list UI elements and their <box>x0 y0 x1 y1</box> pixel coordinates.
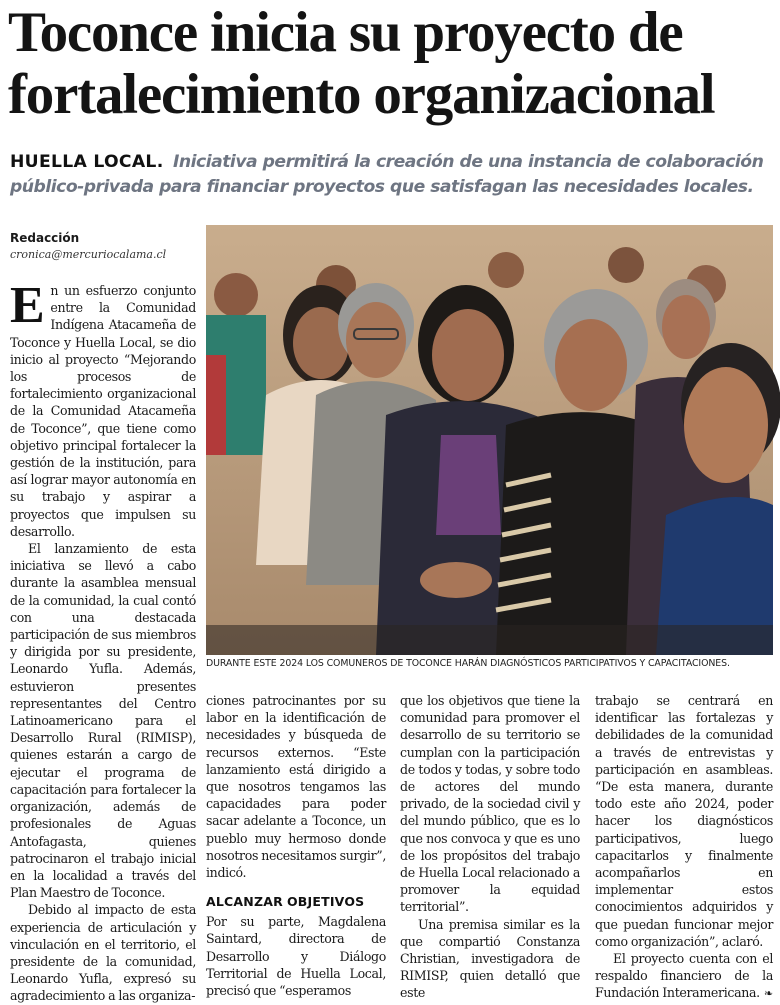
deck-kicker: HUELLA LOCAL. <box>10 152 164 172</box>
article-column-1 <box>10 277 196 1004</box>
photo-caption: DURANTE ESTE 2024 LOS COMUNEROS DE TOCONCE HARÁN DIAGNÓSTICOS PARTICIPATIVOS Y CAPACITACIONES. <box>206 658 730 669</box>
paragraph-1 <box>10 277 196 540</box>
paragraph-3-continued: ciones patrocinantes por su labor en la identificación de necesidades y búsqueda de recursos externos. “Este lanzamiento está dirigido a que nosotros tengamos las capacidades para poder sacar adelante a Toconce, un pueblo muy hermoso donde nosotros necesitamos surgir”, indicó. <box>206 693 386 881</box>
byline-email: cronica@mercuriocalama.cl <box>10 248 167 261</box>
paragraph-5-continued: trabajo se centrará en identificar las fortalezas y debilidades de la comunidad a través de entrevistas y participación en asambleas. “De esta manera, durante todo este año 2024, poder hacer los diagnósticos participativos, luego capacitarlos y finalmente acompañarlos en implementar estos conocimientos adquiridos y que puedan funcionar mejor como organización”, aclaró. <box>595 693 773 949</box>
paragraph-4-continued: que los objetivos que tiene la comunidad para promover el desarrollo de su territorio se cumplan con la participación de todos y todas, y sobre todo de actores del mundo privado, de la sociedad civil y del mundo público, que es lo que nos convoca y que es uno de los propósitos del trabajo de Huella Local relacionado a promover la equidad territorial”. <box>400 693 580 915</box>
subhead: ALCANZAR OBJETIVOS <box>206 894 365 910</box>
paragraph-5-start: Una premisa similar es la que compartió Constanza Christian, investigadora de RIMISP, quien detalló que este <box>400 916 580 1001</box>
article-column-3 <box>400 692 580 1001</box>
deck-text: Iniciativa permitirá la creación de una instancia de colaboración público-privada para financiar proyectos que satisfagan las necesidades locales. <box>10 152 764 197</box>
article-photo <box>206 225 773 655</box>
headline: Toconce inicia su proyecto de fortalecimiento organizacional <box>8 1 715 126</box>
paragraph-4-start: Por su parte, Magdalena Saintard, directora de Desarrollo y Diálogo Territorial de Huella Local, precisó que “esperamos <box>206 914 386 999</box>
end-mark-icon: ❧ <box>763 987 773 1001</box>
article-column-4 <box>595 692 773 1001</box>
paragraph-6 <box>595 950 773 1003</box>
byline-author: Redacción <box>10 231 80 245</box>
paragraph-3-start: Debido al impacto de esta experiencia de articulación y vinculación en el territorio, el presidente de la comunidad, Leonardo Yufla, expresó su agradecimiento a las organiza- <box>10 902 196 1004</box>
deck <box>10 150 772 200</box>
community-assembly-photo <box>206 225 773 655</box>
paragraph-1-text: n un esfuerzo conjunto entre la Comunidad Indígena Atacameña de Toconce y Huella Local, se dio inicio al proyecto “Mejorando los procesos de fortalecimiento organizacional de la Comunidad Atacameña de Toconce”, que tiene como objetivo principal fortalecer la gestión de la institución, para así lograr mayor autonomía en su trabajo y aspirar a proyectos que impulsen su desarrollo. <box>10 283 196 539</box>
drop-cap: E <box>10 277 45 334</box>
paragraph-2: El lanzamiento de esta iniciativa se llevó a cabo durante la asamblea mensual de la comunidad, la cual contó con una destacada participación de sus miembros y dirigida por su presidente, Leonardo Yufla. Además, estuvieron presentes representantes del Centro Latinoamericano para el Desarrollo Rural (RIMISP), quienes estarán a cargo de ejecutar el programa de capacitación para fortalecer la organización, además de profesionales de Aguas Antofagasta, quienes patrocinaron el trabajo inicial en la localidad a través del Plan Maestro de Toconce. <box>10 541 196 901</box>
byline <box>10 229 200 263</box>
paragraph-6-text: El proyecto cuenta con el respaldo financiero de la Fundación Interamericana. <box>595 951 773 1001</box>
article-column-2 <box>206 692 386 999</box>
